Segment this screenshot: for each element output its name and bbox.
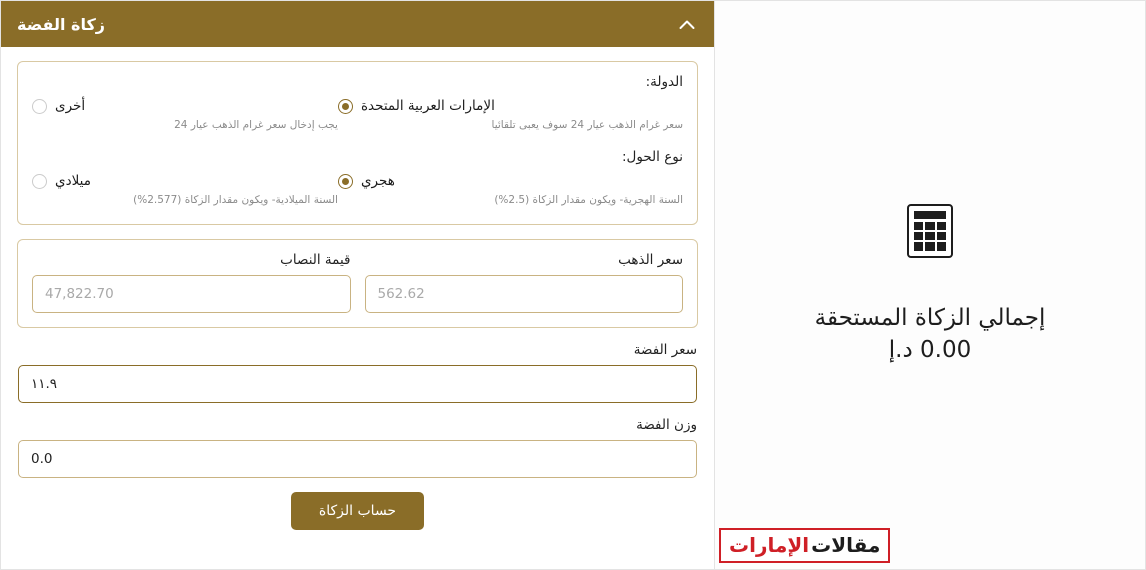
- country-option-other-label: أخرى: [55, 98, 86, 114]
- country-option-other-hint: يجب إدخال سعر غرام الذهب عيار 24: [174, 119, 338, 131]
- calculator-icon: [907, 204, 953, 258]
- panel-title: زكاة الفضة: [17, 14, 106, 34]
- silver-weight-input[interactable]: [18, 440, 697, 478]
- watermark-part-1: مقالات: [811, 533, 881, 557]
- country-option-other[interactable]: [32, 98, 338, 131]
- gold-price-label: سعر الذهب: [618, 252, 683, 268]
- total-zakat-value: 0.00 د.إ: [888, 337, 972, 364]
- nisab-value-field: [32, 252, 351, 313]
- nisab-value-input[interactable]: [32, 275, 351, 313]
- total-zakat-label: إجمالي الزكاة المستحقة: [814, 304, 1046, 331]
- submit-row: [17, 492, 698, 530]
- gold-nisab-group: [17, 239, 698, 328]
- silver-price-input[interactable]: [18, 365, 697, 403]
- chevron-up-icon[interactable]: [676, 13, 698, 35]
- year-type-label: نوع الحول:: [622, 149, 683, 165]
- nisab-value-label: قيمة النصاب: [280, 252, 351, 268]
- silver-price-field: [17, 342, 698, 403]
- gold-price-field: [365, 252, 684, 313]
- radio-other-icon[interactable]: [32, 99, 47, 114]
- radio-hijri-icon[interactable]: [338, 174, 353, 189]
- year-type-option-hijri-hint: السنة الهجرية- ويكون مقدار الزكاة (2.5%): [494, 194, 683, 206]
- country-label: الدولة:: [645, 74, 683, 90]
- gold-price-input[interactable]: [365, 275, 684, 313]
- radio-uae-icon[interactable]: [338, 99, 353, 114]
- radio-gregorian-icon[interactable]: [32, 174, 47, 189]
- country-option-uae-hint: سعر غرام الذهب عيار 24 سوف يعبى تلقائيا: [491, 119, 683, 131]
- site-watermark: [719, 528, 890, 563]
- panel-header: [1, 1, 714, 47]
- panel-body: [1, 47, 714, 569]
- country-option-uae-label: الإمارات العربية المتحدة: [360, 98, 495, 114]
- year-type-option-gregorian[interactable]: [32, 173, 338, 206]
- options-group: [17, 61, 698, 225]
- silver-weight-label: وزن الفضة: [636, 417, 697, 433]
- year-type-option-gregorian-label: ميلادي: [55, 173, 91, 189]
- year-type-option-gregorian-hint: السنة الميلادية- ويكون مقدار الزكاة (2.577%): [133, 194, 338, 206]
- country-option-uae[interactable]: [338, 98, 683, 131]
- year-type-radio-group: [32, 173, 683, 206]
- year-type-option-hijri[interactable]: [338, 173, 683, 206]
- calculate-zakat-button[interactable]: حساب الزكاة: [291, 492, 424, 530]
- silver-price-label: سعر الفضة: [633, 342, 697, 358]
- year-type-option-hijri-label: هجري: [360, 173, 395, 189]
- watermark-part-2: الإمارات: [729, 533, 810, 557]
- zakat-summary-panel: [714, 0, 1146, 570]
- country-radio-group: [32, 98, 683, 131]
- silver-weight-field: [17, 417, 698, 478]
